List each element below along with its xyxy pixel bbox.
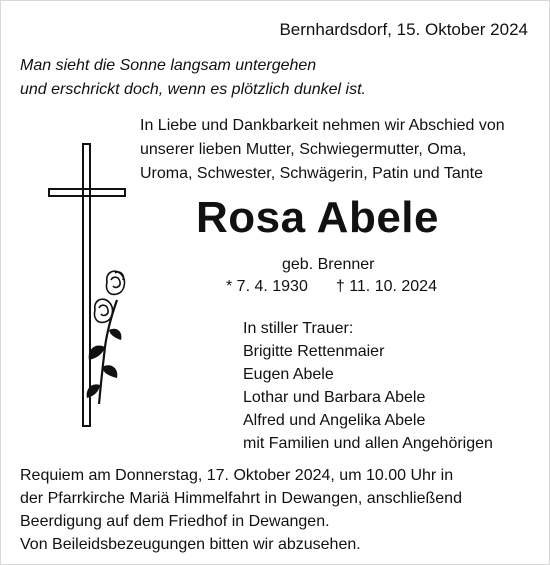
service-line: Von Beileidsbezeugungen bitten wir abzusehen. <box>20 536 361 553</box>
service-line: Beerdigung auf dem Friedhof in Dewangen. <box>20 513 330 530</box>
quote-line: und erschrickt doch, wenn es plötzlich dunkel ist. <box>20 81 366 98</box>
mourner-name: Alfred und Angelika Abele <box>243 412 426 429</box>
memorial-quote <box>20 54 366 102</box>
birth-date: * 7. 4. 1930 <box>226 278 308 295</box>
intro-text <box>140 114 505 186</box>
intro-line: Uroma, Schwester, Schwägerin, Patin und Tante <box>140 165 483 182</box>
mourner-name: Lothar und Barbara Abele <box>243 389 426 406</box>
quote-line: Man sieht die Sonne langsam untergehen <box>20 57 317 74</box>
birth-name: geb. Brenner <box>282 256 375 273</box>
service-line: der Pfarrkirche Mariä Himmelfahrt in Dewangen, anschließend <box>20 490 462 507</box>
place-date: Bernhardsdorf, 15. Oktober 2024 <box>279 20 528 39</box>
life-dates <box>226 278 437 296</box>
mourner-name: Eugen Abele <box>243 366 334 383</box>
mourner-name: Brigitte Rettenmaier <box>243 343 385 360</box>
service-line: Requiem am Donnerstag, 17. Oktober 2024, um 10.00 Uhr in <box>20 467 454 484</box>
cross-with-rose-icon <box>45 142 135 432</box>
intro-line: unserer lieben Mutter, Schwiegermutter, Oma, <box>140 141 467 158</box>
mourners-heading: In stiller Trauer: <box>243 320 354 337</box>
intro-line: In Liebe und Dankbarkeit nehmen wir Abschied von <box>140 117 505 134</box>
mourners-list <box>243 317 493 455</box>
deceased-name: Rosa Abele <box>196 193 440 242</box>
mourner-name: mit Familien und allen Angehörigen <box>243 435 493 452</box>
service-details <box>20 464 462 556</box>
death-date: † 11. 10. 2024 <box>335 278 437 295</box>
